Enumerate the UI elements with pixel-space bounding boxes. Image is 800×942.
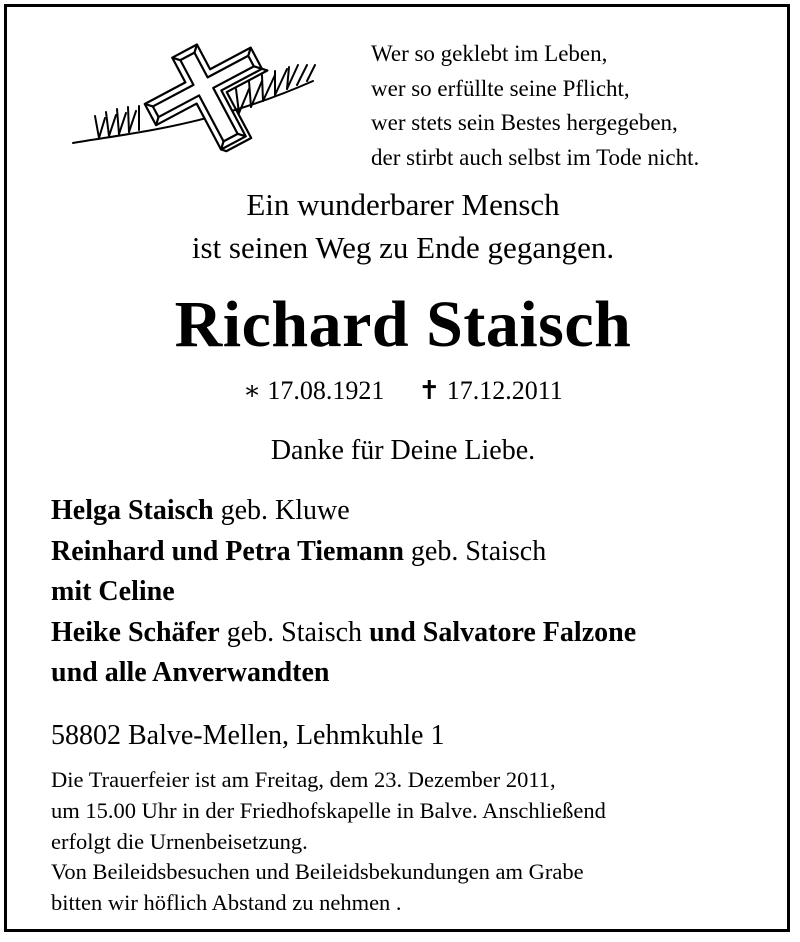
mourner-line (51, 572, 636, 613)
mourner-name: und alle Anverwandten (51, 657, 330, 688)
poem-line: wer stets sein Bestes hergegeben, (371, 110, 678, 135)
mourner-line (51, 532, 636, 573)
mourner-name: mit Celine (51, 576, 175, 607)
mourner-line (51, 653, 636, 694)
notice-line: Die Trauerfeier ist am Freitag, dem 23. Dezember 2011, (51, 767, 556, 792)
mourner-note: geb. Kluwe (213, 495, 350, 526)
notice-line: Von Beileidsbesuchen und Beileidsbekundungen am Grabe (51, 859, 584, 885)
birth-star-icon: ∗ (243, 376, 261, 405)
mourner-name: Reinhard und Petra Tiemann (51, 535, 404, 567)
funeral-notice (51, 765, 606, 919)
intro-text (7, 183, 799, 269)
mourner-note: geb. Staisch (219, 616, 370, 648)
notice-line: erfolgt die Urnenbeisetzung. (51, 828, 308, 854)
poem (371, 37, 699, 175)
mourner-name: Helga Staisch (51, 495, 214, 526)
birth-date: 17.08.1921 (267, 376, 385, 405)
address: 58802 Balve-Mellen, Lehmkuhle 1 (51, 720, 445, 751)
thanks-line: Danke für Deine Liebe. (270, 435, 536, 466)
mourner-name: Heike Schäfer (51, 616, 220, 648)
mourner-line (51, 613, 636, 654)
death-cross-icon: ✝ (418, 376, 441, 405)
deceased-name: Richard Staisch (174, 288, 632, 361)
poem-line: der stirbt auch selbst im Tode nicht. (371, 144, 700, 170)
mourners-list (51, 491, 636, 694)
intro-line: ist seinen Weg zu Ende gegangen. (191, 230, 615, 265)
notice-line: bitten wir höflich Abstand zu nehmen . (51, 890, 402, 916)
death-date: 17.12.2011 (446, 376, 563, 405)
poem-line: wer so erfüllte seine Pflicht, (371, 75, 630, 101)
notice-line: um 15.00 Uhr in der Friedhofskapelle in Balve. Anschließend (51, 797, 606, 823)
mourner-line (51, 491, 636, 532)
obituary-frame (4, 4, 790, 932)
mourner-name: und Salvatore Falzone (369, 616, 637, 648)
life-dates (7, 373, 799, 409)
mourner-note: geb. Staisch (403, 535, 547, 567)
poem-line: Wer so geklebt im Leben, (371, 41, 608, 66)
cross-with-palm-branch-icon (69, 41, 341, 153)
intro-line: Ein wunderbarer Mensch (246, 187, 560, 222)
